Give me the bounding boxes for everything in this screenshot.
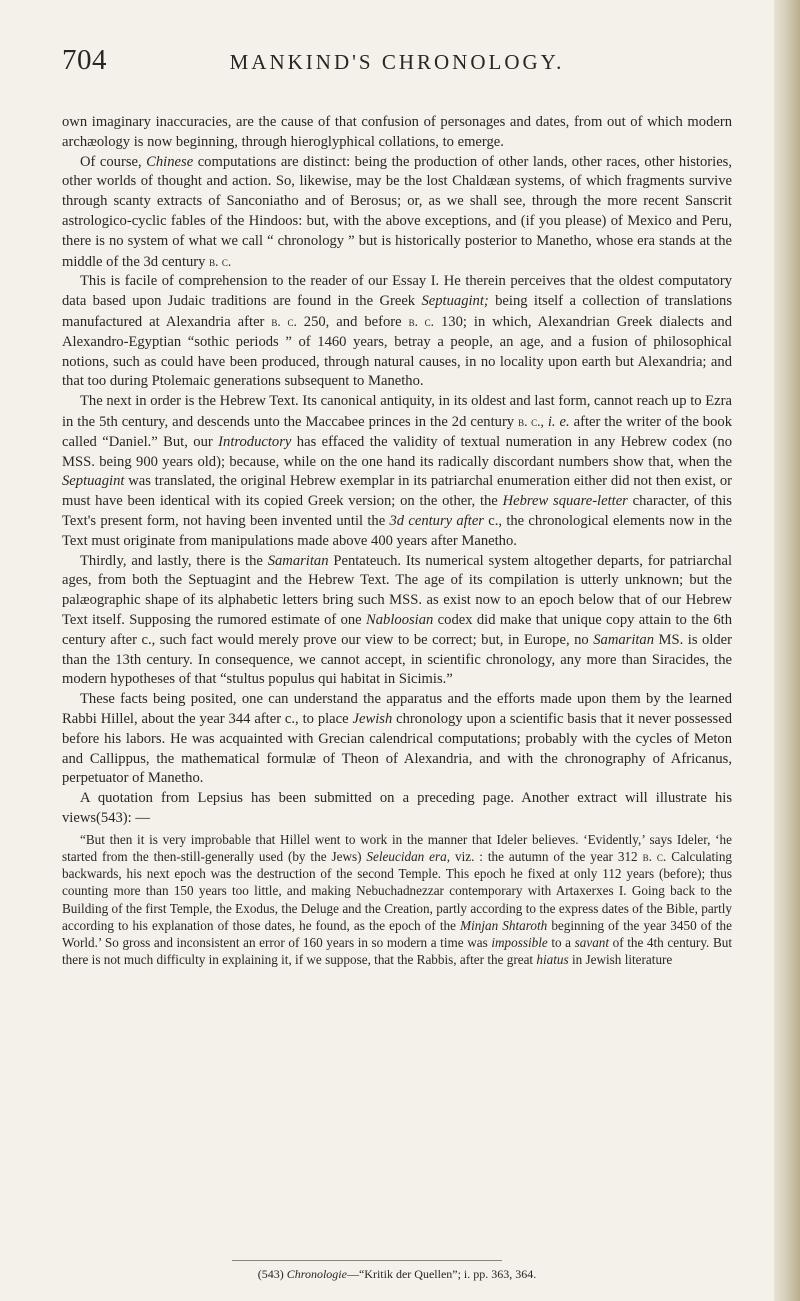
running-head: MANKIND'S CHRONOLOGY. — [229, 50, 565, 74]
body-text — [62, 113, 732, 968]
paragraph-3: This is facile of comprehension to the reader of our Essay I. He therein perceives that the oldest computatory data based upon Judaic traditions are found in the Greek Septuagint; being itself a collection of translations manufactured at Alexandria after b. c. 250, and before b. c. 130; in which, Alexandrian Greek dialects and Alexandro-Egyptian “sothic periods ” of 1460 years, betray a people, an age, and a fusion of philosophical notions, such as could have been produced, through natural causes, in no locality upon earth but Alexandria; and that too during Ptolemaic generations subsequent to Manetho. — [62, 273, 733, 390]
quote-paragraph: “But then it is very improbable that Hillel went to work in the manner that Ideler believes. ‘Evidently,’ says Ideler, ‘he started from the then-still-generally used (by the Jews) Seleucidan era, viz. : the autumn of the year 312 b. c. Calculating backwards, his next epoch was the destruction of the second Temple. This epoch he fixed at only 112 years (before); thus counting more than 150 years too little, and making Nebuchadnezzar contemporary with Artaxerxes I. Going back to the Building of the first Temple, the Exodus, the Deluge and the Creation, partly according to the express dates of the Bible, partly according to his explanation of those dates, he found, as the epoch of the Minjan Shtaroth beginning of the year 3450 of the World.’ So gross and inconsistent an error of 160 years in so modern a time was impossible to a savant of the 4th century. But there is not much difficulty in explaining it, if we suppose, that the Rabbis, after the great hiatus in Jewish literature — [62, 831, 733, 968]
footnote-rule — [232, 1260, 502, 1261]
paragraph-2: Of course, Chinese computations are distinct: being the production of other lands, other races, other histories, other worlds of thought and action. So, likewise, may be the lost Chaldæan systems, of which fragments survive through scanty extracts of Sanconiatho and of Berosus; or, as we shall see, through the more recent Sanscrit astrologico-cyclic fables of the Hindoos: but, with the above exceptions, and (if you please) of Mexico and Peru, there is no system of what we call “ chronology ” but is historically posterior to Manetho, whose era stands at the middle of the 3d century b. c. — [62, 153, 733, 270]
page-edge-shadow — [774, 0, 800, 1301]
paragraph-5: Thirdly, and lastly, there is the Samaritan Pentateuch. Its numerical system altogether departs, for patriarchal ages, from both the Septuagint and the Hebrew Text. The age of its compilation is utterly unknown; but the palæographic shape of its alphabetic letters bring such MSS. as exist now to an epoch below that of our Hebrew Text itself. Supposing the rumored estimate of one Nabloosian codex did make that unique copy attain to the 6th century after c., such fact would merely prove our view to be correct; but, in Europe, no Samaritan MS. is older than the 13th century. In consequence, we cannot accept, in scientific chronology, any more than Siracides, the modern hypotheses of that “stultus populus qui habitat in Sicimis.” — [62, 552, 733, 688]
block-quote — [62, 831, 732, 969]
footnote: (543) Chronologie—“Kritik der Quellen”; i. pp. 363, 364. — [257, 1267, 537, 1281]
paragraph-7: A quotation from Lepsius has been submitted on a preceding page. Another extract will illustrate his views(543): — — [62, 790, 732, 826]
page-header — [62, 44, 732, 84]
page-number: 704 — [62, 44, 107, 76]
paragraph-4: The next in order is the Hebrew Text. Its canonical antiquity, in its oldest and last form, cannot reach up to Ezra in the 5th century, and descends unto the Maccabee princes in the 2d century b. c., i. e. after the writer of the book called “Daniel.” But, our Introductory has effaced the validity of textual numeration in any Hebrew codex (no MSS. being 900 years old); because, while on the one hand its radically discordant numbers show that, when the Septuagint was translated, the original Hebrew exemplar in its patriarchal enumeration either did not then exist, or must have been identical with its copied Greek version; on the other, the Hebrew square-letter character, of this Text's present form, not having been invented until the 3d century after c., the chronological elements now in the Text must originate from manipulations made above 400 years after Manetho. — [62, 393, 733, 549]
paragraph-6: These facts being posited, one can understand the apparatus and the efforts made upon them by the learned Rabbi Hillel, about the year 344 after c., to place Jewish chronology upon a scientific basis that it never possessed before his labors. He was acquainted with Grecian calendrical computations; probably with the cycles of Meton and Callippus, the mathematical formulæ of Theon of Alexandria, and with the chronography of Africanus, perpetuator of Manetho. — [62, 691, 733, 787]
paragraph-1: own imaginary inaccuracies, are the cause of that confusion of personages and dates, from out of which modern archæology is now beginning, through hieroglyphical collations, to emerge. — [62, 114, 732, 150]
